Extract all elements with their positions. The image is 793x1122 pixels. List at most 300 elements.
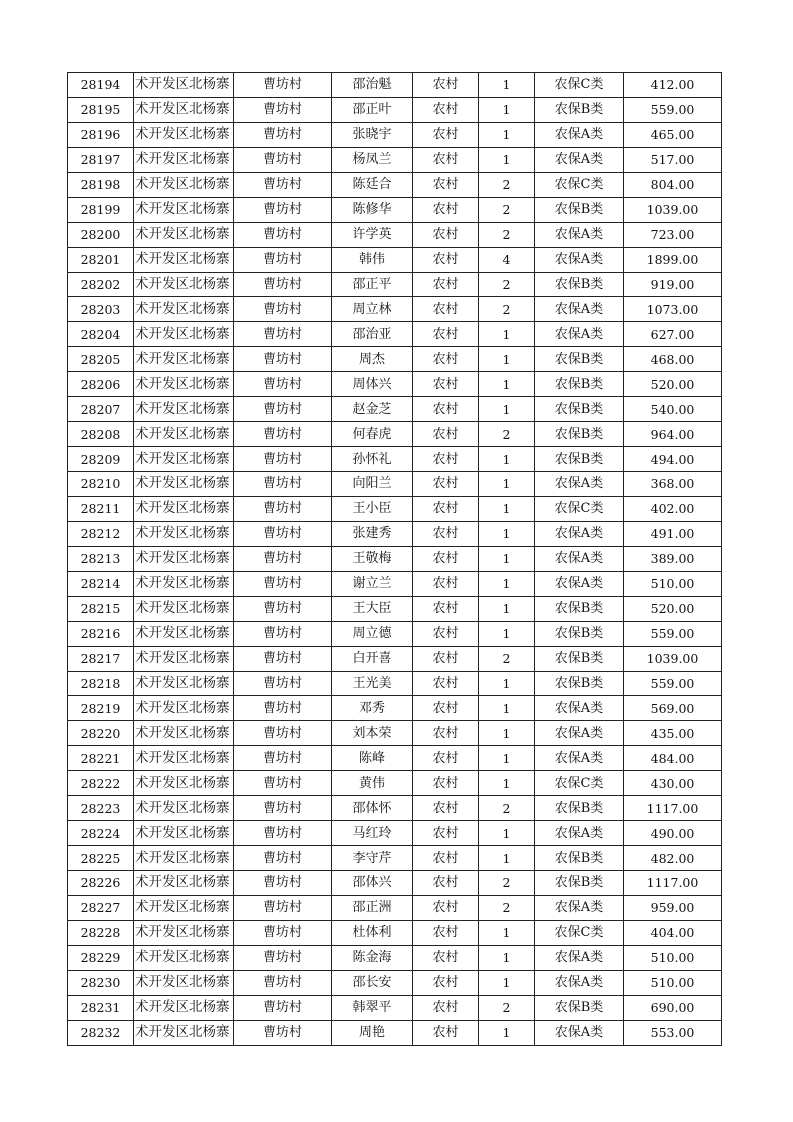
cell-name: 邵正叶 xyxy=(332,97,413,122)
cell-category: 农保B类 xyxy=(535,871,624,896)
cell-id: 28202 xyxy=(68,272,134,297)
cell-name: 周艳 xyxy=(332,1020,413,1045)
cell-village: 曹坊村 xyxy=(234,546,332,571)
cell-district: 术开发区北杨寨 xyxy=(134,721,234,746)
cell-amount: 510.00 xyxy=(624,945,722,970)
cell-village: 曹坊村 xyxy=(234,621,332,646)
cell-type: 农村 xyxy=(413,920,479,945)
cell-id: 28226 xyxy=(68,871,134,896)
cell-id: 28206 xyxy=(68,372,134,397)
cell-count: 1 xyxy=(479,596,535,621)
cell-district: 术开发区北杨寨 xyxy=(134,222,234,247)
cell-name: 王小臣 xyxy=(332,496,413,521)
cell-village: 曹坊村 xyxy=(234,447,332,472)
table-row xyxy=(68,796,722,821)
cell-category: 农保A类 xyxy=(535,521,624,546)
cell-village: 曹坊村 xyxy=(234,172,332,197)
cell-count: 1 xyxy=(479,721,535,746)
cell-amount: 404.00 xyxy=(624,920,722,945)
cell-village: 曹坊村 xyxy=(234,372,332,397)
cell-district: 术开发区北杨寨 xyxy=(134,1020,234,1045)
cell-category: 农保A类 xyxy=(535,746,624,771)
cell-village: 曹坊村 xyxy=(234,147,332,172)
cell-district: 术开发区北杨寨 xyxy=(134,172,234,197)
cell-amount: 491.00 xyxy=(624,521,722,546)
cell-type: 农村 xyxy=(413,297,479,322)
cell-village: 曹坊村 xyxy=(234,945,332,970)
cell-id: 28195 xyxy=(68,97,134,122)
cell-type: 农村 xyxy=(413,172,479,197)
cell-type: 农村 xyxy=(413,995,479,1020)
cell-district: 术开发区北杨寨 xyxy=(134,821,234,846)
cell-type: 农村 xyxy=(413,247,479,272)
table-row xyxy=(68,122,722,147)
cell-id: 28204 xyxy=(68,322,134,347)
cell-amount: 559.00 xyxy=(624,621,722,646)
cell-amount: 494.00 xyxy=(624,447,722,472)
cell-district: 术开发区北杨寨 xyxy=(134,197,234,222)
cell-district: 术开发区北杨寨 xyxy=(134,372,234,397)
cell-category: 农保B类 xyxy=(535,646,624,671)
cell-category: 农保B类 xyxy=(535,621,624,646)
cell-type: 农村 xyxy=(413,122,479,147)
cell-amount: 569.00 xyxy=(624,696,722,721)
cell-id: 28197 xyxy=(68,147,134,172)
table-row xyxy=(68,895,722,920)
cell-count: 1 xyxy=(479,746,535,771)
cell-id: 28215 xyxy=(68,596,134,621)
cell-district: 术开发区北杨寨 xyxy=(134,147,234,172)
cell-category: 农保A类 xyxy=(535,721,624,746)
cell-village: 曹坊村 xyxy=(234,122,332,147)
cell-id: 28209 xyxy=(68,447,134,472)
cell-id: 28217 xyxy=(68,646,134,671)
cell-name: 韩伟 xyxy=(332,247,413,272)
cell-village: 曹坊村 xyxy=(234,197,332,222)
subsidy-table xyxy=(67,72,722,1046)
cell-category: 农保A类 xyxy=(535,297,624,322)
cell-category: 农保B类 xyxy=(535,197,624,222)
cell-village: 曹坊村 xyxy=(234,646,332,671)
cell-name: 王敬梅 xyxy=(332,546,413,571)
cell-amount: 490.00 xyxy=(624,821,722,846)
table-row xyxy=(68,247,722,272)
cell-district: 术开发区北杨寨 xyxy=(134,521,234,546)
cell-district: 术开发区北杨寨 xyxy=(134,771,234,796)
table-row xyxy=(68,97,722,122)
cell-id: 28207 xyxy=(68,397,134,422)
cell-district: 术开发区北杨寨 xyxy=(134,247,234,272)
cell-name: 陈廷合 xyxy=(332,172,413,197)
cell-district: 术开发区北杨寨 xyxy=(134,621,234,646)
cell-amount: 517.00 xyxy=(624,147,722,172)
cell-village: 曹坊村 xyxy=(234,472,332,497)
cell-category: 农保B类 xyxy=(535,796,624,821)
cell-type: 农村 xyxy=(413,596,479,621)
cell-village: 曹坊村 xyxy=(234,347,332,372)
cell-village: 曹坊村 xyxy=(234,920,332,945)
cell-type: 农村 xyxy=(413,796,479,821)
cell-type: 农村 xyxy=(413,571,479,596)
cell-amount: 559.00 xyxy=(624,671,722,696)
table-row xyxy=(68,746,722,771)
cell-name: 谢立兰 xyxy=(332,571,413,596)
cell-name: 邵体兴 xyxy=(332,871,413,896)
table-row xyxy=(68,372,722,397)
cell-village: 曹坊村 xyxy=(234,1020,332,1045)
cell-id: 28230 xyxy=(68,970,134,995)
cell-district: 术开发区北杨寨 xyxy=(134,696,234,721)
cell-category: 农保C类 xyxy=(535,73,624,98)
cell-name: 张建秀 xyxy=(332,521,413,546)
table-row xyxy=(68,347,722,372)
cell-village: 曹坊村 xyxy=(234,73,332,98)
cell-name: 邵长安 xyxy=(332,970,413,995)
cell-type: 农村 xyxy=(413,671,479,696)
cell-village: 曹坊村 xyxy=(234,871,332,896)
cell-id: 28229 xyxy=(68,945,134,970)
cell-name: 周立林 xyxy=(332,297,413,322)
cell-village: 曹坊村 xyxy=(234,746,332,771)
cell-name: 许学英 xyxy=(332,222,413,247)
cell-type: 农村 xyxy=(413,771,479,796)
cell-amount: 540.00 xyxy=(624,397,722,422)
cell-id: 28216 xyxy=(68,621,134,646)
cell-amount: 482.00 xyxy=(624,846,722,871)
cell-count: 2 xyxy=(479,796,535,821)
cell-village: 曹坊村 xyxy=(234,322,332,347)
cell-category: 农保A类 xyxy=(535,147,624,172)
cell-district: 术开发区北杨寨 xyxy=(134,846,234,871)
cell-village: 曹坊村 xyxy=(234,796,332,821)
cell-village: 曹坊村 xyxy=(234,671,332,696)
cell-district: 术开发区北杨寨 xyxy=(134,871,234,896)
cell-type: 农村 xyxy=(413,821,479,846)
cell-id: 28200 xyxy=(68,222,134,247)
cell-type: 农村 xyxy=(413,197,479,222)
cell-category: 农保A类 xyxy=(535,696,624,721)
cell-category: 农保A类 xyxy=(535,247,624,272)
cell-village: 曹坊村 xyxy=(234,771,332,796)
cell-village: 曹坊村 xyxy=(234,272,332,297)
cell-count: 2 xyxy=(479,172,535,197)
cell-name: 陈修华 xyxy=(332,197,413,222)
cell-district: 术开发区北杨寨 xyxy=(134,945,234,970)
cell-amount: 1117.00 xyxy=(624,796,722,821)
cell-amount: 1039.00 xyxy=(624,197,722,222)
cell-category: 农保B类 xyxy=(535,372,624,397)
cell-district: 术开发区北杨寨 xyxy=(134,895,234,920)
cell-count: 2 xyxy=(479,197,535,222)
cell-district: 术开发区北杨寨 xyxy=(134,671,234,696)
cell-amount: 1039.00 xyxy=(624,646,722,671)
cell-amount: 435.00 xyxy=(624,721,722,746)
cell-count: 2 xyxy=(479,422,535,447)
cell-count: 1 xyxy=(479,472,535,497)
cell-type: 农村 xyxy=(413,521,479,546)
cell-district: 术开发区北杨寨 xyxy=(134,122,234,147)
cell-name: 邵治亚 xyxy=(332,322,413,347)
cell-category: 农保B类 xyxy=(535,397,624,422)
cell-type: 农村 xyxy=(413,646,479,671)
cell-type: 农村 xyxy=(413,147,479,172)
table-row xyxy=(68,646,722,671)
cell-count: 2 xyxy=(479,297,535,322)
cell-type: 农村 xyxy=(413,97,479,122)
cell-count: 1 xyxy=(479,571,535,596)
cell-id: 28203 xyxy=(68,297,134,322)
cell-category: 农保A类 xyxy=(535,322,624,347)
table-row xyxy=(68,671,722,696)
cell-type: 农村 xyxy=(413,422,479,447)
cell-count: 1 xyxy=(479,122,535,147)
cell-district: 术开发区北杨寨 xyxy=(134,97,234,122)
table-row xyxy=(68,322,722,347)
cell-category: 农保C类 xyxy=(535,172,624,197)
cell-village: 曹坊村 xyxy=(234,521,332,546)
cell-count: 1 xyxy=(479,322,535,347)
cell-count: 1 xyxy=(479,771,535,796)
cell-category: 农保B类 xyxy=(535,596,624,621)
cell-type: 农村 xyxy=(413,895,479,920)
table-row xyxy=(68,447,722,472)
cell-count: 2 xyxy=(479,895,535,920)
cell-name: 杨凤兰 xyxy=(332,147,413,172)
cell-id: 28198 xyxy=(68,172,134,197)
cell-category: 农保B类 xyxy=(535,422,624,447)
cell-type: 农村 xyxy=(413,871,479,896)
cell-name: 周体兴 xyxy=(332,372,413,397)
cell-village: 曹坊村 xyxy=(234,422,332,447)
cell-count: 1 xyxy=(479,521,535,546)
cell-village: 曹坊村 xyxy=(234,995,332,1020)
cell-type: 农村 xyxy=(413,222,479,247)
cell-count: 2 xyxy=(479,646,535,671)
cell-amount: 402.00 xyxy=(624,496,722,521)
cell-count: 1 xyxy=(479,1020,535,1045)
cell-district: 术开发区北杨寨 xyxy=(134,920,234,945)
cell-district: 术开发区北杨寨 xyxy=(134,322,234,347)
cell-village: 曹坊村 xyxy=(234,895,332,920)
cell-name: 向阳兰 xyxy=(332,472,413,497)
cell-name: 邓秀 xyxy=(332,696,413,721)
cell-amount: 964.00 xyxy=(624,422,722,447)
table-row xyxy=(68,172,722,197)
cell-amount: 520.00 xyxy=(624,372,722,397)
cell-type: 农村 xyxy=(413,621,479,646)
cell-district: 术开发区北杨寨 xyxy=(134,272,234,297)
cell-category: 农保A类 xyxy=(535,472,624,497)
cell-category: 农保A类 xyxy=(535,821,624,846)
cell-district: 术开发区北杨寨 xyxy=(134,347,234,372)
cell-count: 1 xyxy=(479,447,535,472)
cell-count: 1 xyxy=(479,147,535,172)
cell-count: 4 xyxy=(479,247,535,272)
cell-amount: 1899.00 xyxy=(624,247,722,272)
cell-count: 1 xyxy=(479,73,535,98)
cell-amount: 723.00 xyxy=(624,222,722,247)
cell-name: 孙怀礼 xyxy=(332,447,413,472)
cell-id: 28211 xyxy=(68,496,134,521)
table-row xyxy=(68,571,722,596)
cell-count: 1 xyxy=(479,696,535,721)
cell-village: 曹坊村 xyxy=(234,696,332,721)
table-body xyxy=(68,73,722,1046)
table-row xyxy=(68,721,722,746)
table-row xyxy=(68,596,722,621)
cell-village: 曹坊村 xyxy=(234,970,332,995)
cell-amount: 959.00 xyxy=(624,895,722,920)
cell-category: 农保A类 xyxy=(535,122,624,147)
cell-amount: 368.00 xyxy=(624,472,722,497)
cell-type: 农村 xyxy=(413,397,479,422)
cell-amount: 389.00 xyxy=(624,546,722,571)
cell-type: 农村 xyxy=(413,322,479,347)
cell-amount: 559.00 xyxy=(624,97,722,122)
cell-id: 28218 xyxy=(68,671,134,696)
cell-count: 2 xyxy=(479,272,535,297)
cell-village: 曹坊村 xyxy=(234,496,332,521)
cell-count: 2 xyxy=(479,222,535,247)
table-row xyxy=(68,621,722,646)
cell-type: 农村 xyxy=(413,970,479,995)
cell-category: 农保B类 xyxy=(535,846,624,871)
cell-category: 农保A类 xyxy=(535,571,624,596)
table-row xyxy=(68,970,722,995)
cell-type: 农村 xyxy=(413,372,479,397)
table-row xyxy=(68,696,722,721)
cell-id: 28221 xyxy=(68,746,134,771)
table-row xyxy=(68,297,722,322)
cell-district: 术开发区北杨寨 xyxy=(134,397,234,422)
cell-count: 1 xyxy=(479,97,535,122)
cell-id: 28227 xyxy=(68,895,134,920)
cell-id: 28199 xyxy=(68,197,134,222)
cell-district: 术开发区北杨寨 xyxy=(134,422,234,447)
cell-name: 赵金芝 xyxy=(332,397,413,422)
cell-category: 农保B类 xyxy=(535,995,624,1020)
cell-id: 28222 xyxy=(68,771,134,796)
cell-count: 1 xyxy=(479,546,535,571)
cell-category: 农保B类 xyxy=(535,97,624,122)
cell-category: 农保B类 xyxy=(535,347,624,372)
cell-count: 1 xyxy=(479,920,535,945)
cell-district: 术开发区北杨寨 xyxy=(134,995,234,1020)
cell-id: 28214 xyxy=(68,571,134,596)
cell-category: 农保A类 xyxy=(535,1020,624,1045)
cell-name: 杜体利 xyxy=(332,920,413,945)
cell-name: 邵正平 xyxy=(332,272,413,297)
cell-amount: 1117.00 xyxy=(624,871,722,896)
cell-amount: 1073.00 xyxy=(624,297,722,322)
cell-name: 白开喜 xyxy=(332,646,413,671)
cell-type: 农村 xyxy=(413,945,479,970)
cell-name: 马红玲 xyxy=(332,821,413,846)
cell-id: 28224 xyxy=(68,821,134,846)
cell-district: 术开发区北杨寨 xyxy=(134,496,234,521)
cell-district: 术开发区北杨寨 xyxy=(134,596,234,621)
cell-id: 28205 xyxy=(68,347,134,372)
cell-type: 农村 xyxy=(413,73,479,98)
table-row xyxy=(68,771,722,796)
cell-amount: 430.00 xyxy=(624,771,722,796)
cell-count: 1 xyxy=(479,821,535,846)
table-row xyxy=(68,920,722,945)
cell-category: 农保B类 xyxy=(535,272,624,297)
table-row xyxy=(68,222,722,247)
cell-district: 术开发区北杨寨 xyxy=(134,546,234,571)
cell-village: 曹坊村 xyxy=(234,721,332,746)
cell-count: 2 xyxy=(479,995,535,1020)
cell-name: 邵治魁 xyxy=(332,73,413,98)
cell-type: 农村 xyxy=(413,546,479,571)
cell-type: 农村 xyxy=(413,721,479,746)
cell-type: 农村 xyxy=(413,496,479,521)
cell-category: 农保B类 xyxy=(535,671,624,696)
cell-id: 28223 xyxy=(68,796,134,821)
cell-village: 曹坊村 xyxy=(234,596,332,621)
cell-id: 28228 xyxy=(68,920,134,945)
cell-count: 1 xyxy=(479,846,535,871)
cell-id: 28208 xyxy=(68,422,134,447)
table-row xyxy=(68,995,722,1020)
cell-id: 28219 xyxy=(68,696,134,721)
table-row xyxy=(68,821,722,846)
cell-id: 28231 xyxy=(68,995,134,1020)
cell-id: 28225 xyxy=(68,846,134,871)
table-row xyxy=(68,73,722,98)
cell-amount: 553.00 xyxy=(624,1020,722,1045)
cell-count: 1 xyxy=(479,397,535,422)
cell-district: 术开发区北杨寨 xyxy=(134,646,234,671)
table-row xyxy=(68,197,722,222)
cell-name: 张晓宇 xyxy=(332,122,413,147)
cell-village: 曹坊村 xyxy=(234,846,332,871)
cell-name: 邵体怀 xyxy=(332,796,413,821)
cell-id: 28201 xyxy=(68,247,134,272)
cell-id: 28196 xyxy=(68,122,134,147)
cell-name: 韩翠平 xyxy=(332,995,413,1020)
cell-name: 刘本荣 xyxy=(332,721,413,746)
cell-village: 曹坊村 xyxy=(234,247,332,272)
cell-id: 28210 xyxy=(68,472,134,497)
table-row xyxy=(68,496,722,521)
cell-amount: 510.00 xyxy=(624,571,722,596)
table-row xyxy=(68,147,722,172)
table-row xyxy=(68,272,722,297)
cell-name: 周杰 xyxy=(332,347,413,372)
cell-count: 1 xyxy=(479,496,535,521)
cell-type: 农村 xyxy=(413,846,479,871)
table-row xyxy=(68,422,722,447)
cell-district: 术开发区北杨寨 xyxy=(134,746,234,771)
cell-amount: 468.00 xyxy=(624,347,722,372)
cell-village: 曹坊村 xyxy=(234,222,332,247)
cell-type: 农村 xyxy=(413,696,479,721)
table-row xyxy=(68,472,722,497)
cell-district: 术开发区北杨寨 xyxy=(134,297,234,322)
cell-category: 农保A类 xyxy=(535,222,624,247)
cell-category: 农保A类 xyxy=(535,945,624,970)
cell-type: 农村 xyxy=(413,347,479,372)
cell-category: 农保A类 xyxy=(535,546,624,571)
cell-village: 曹坊村 xyxy=(234,297,332,322)
cell-district: 术开发区北杨寨 xyxy=(134,472,234,497)
cell-count: 1 xyxy=(479,621,535,646)
cell-district: 术开发区北杨寨 xyxy=(134,796,234,821)
cell-count: 1 xyxy=(479,945,535,970)
cell-id: 28213 xyxy=(68,546,134,571)
